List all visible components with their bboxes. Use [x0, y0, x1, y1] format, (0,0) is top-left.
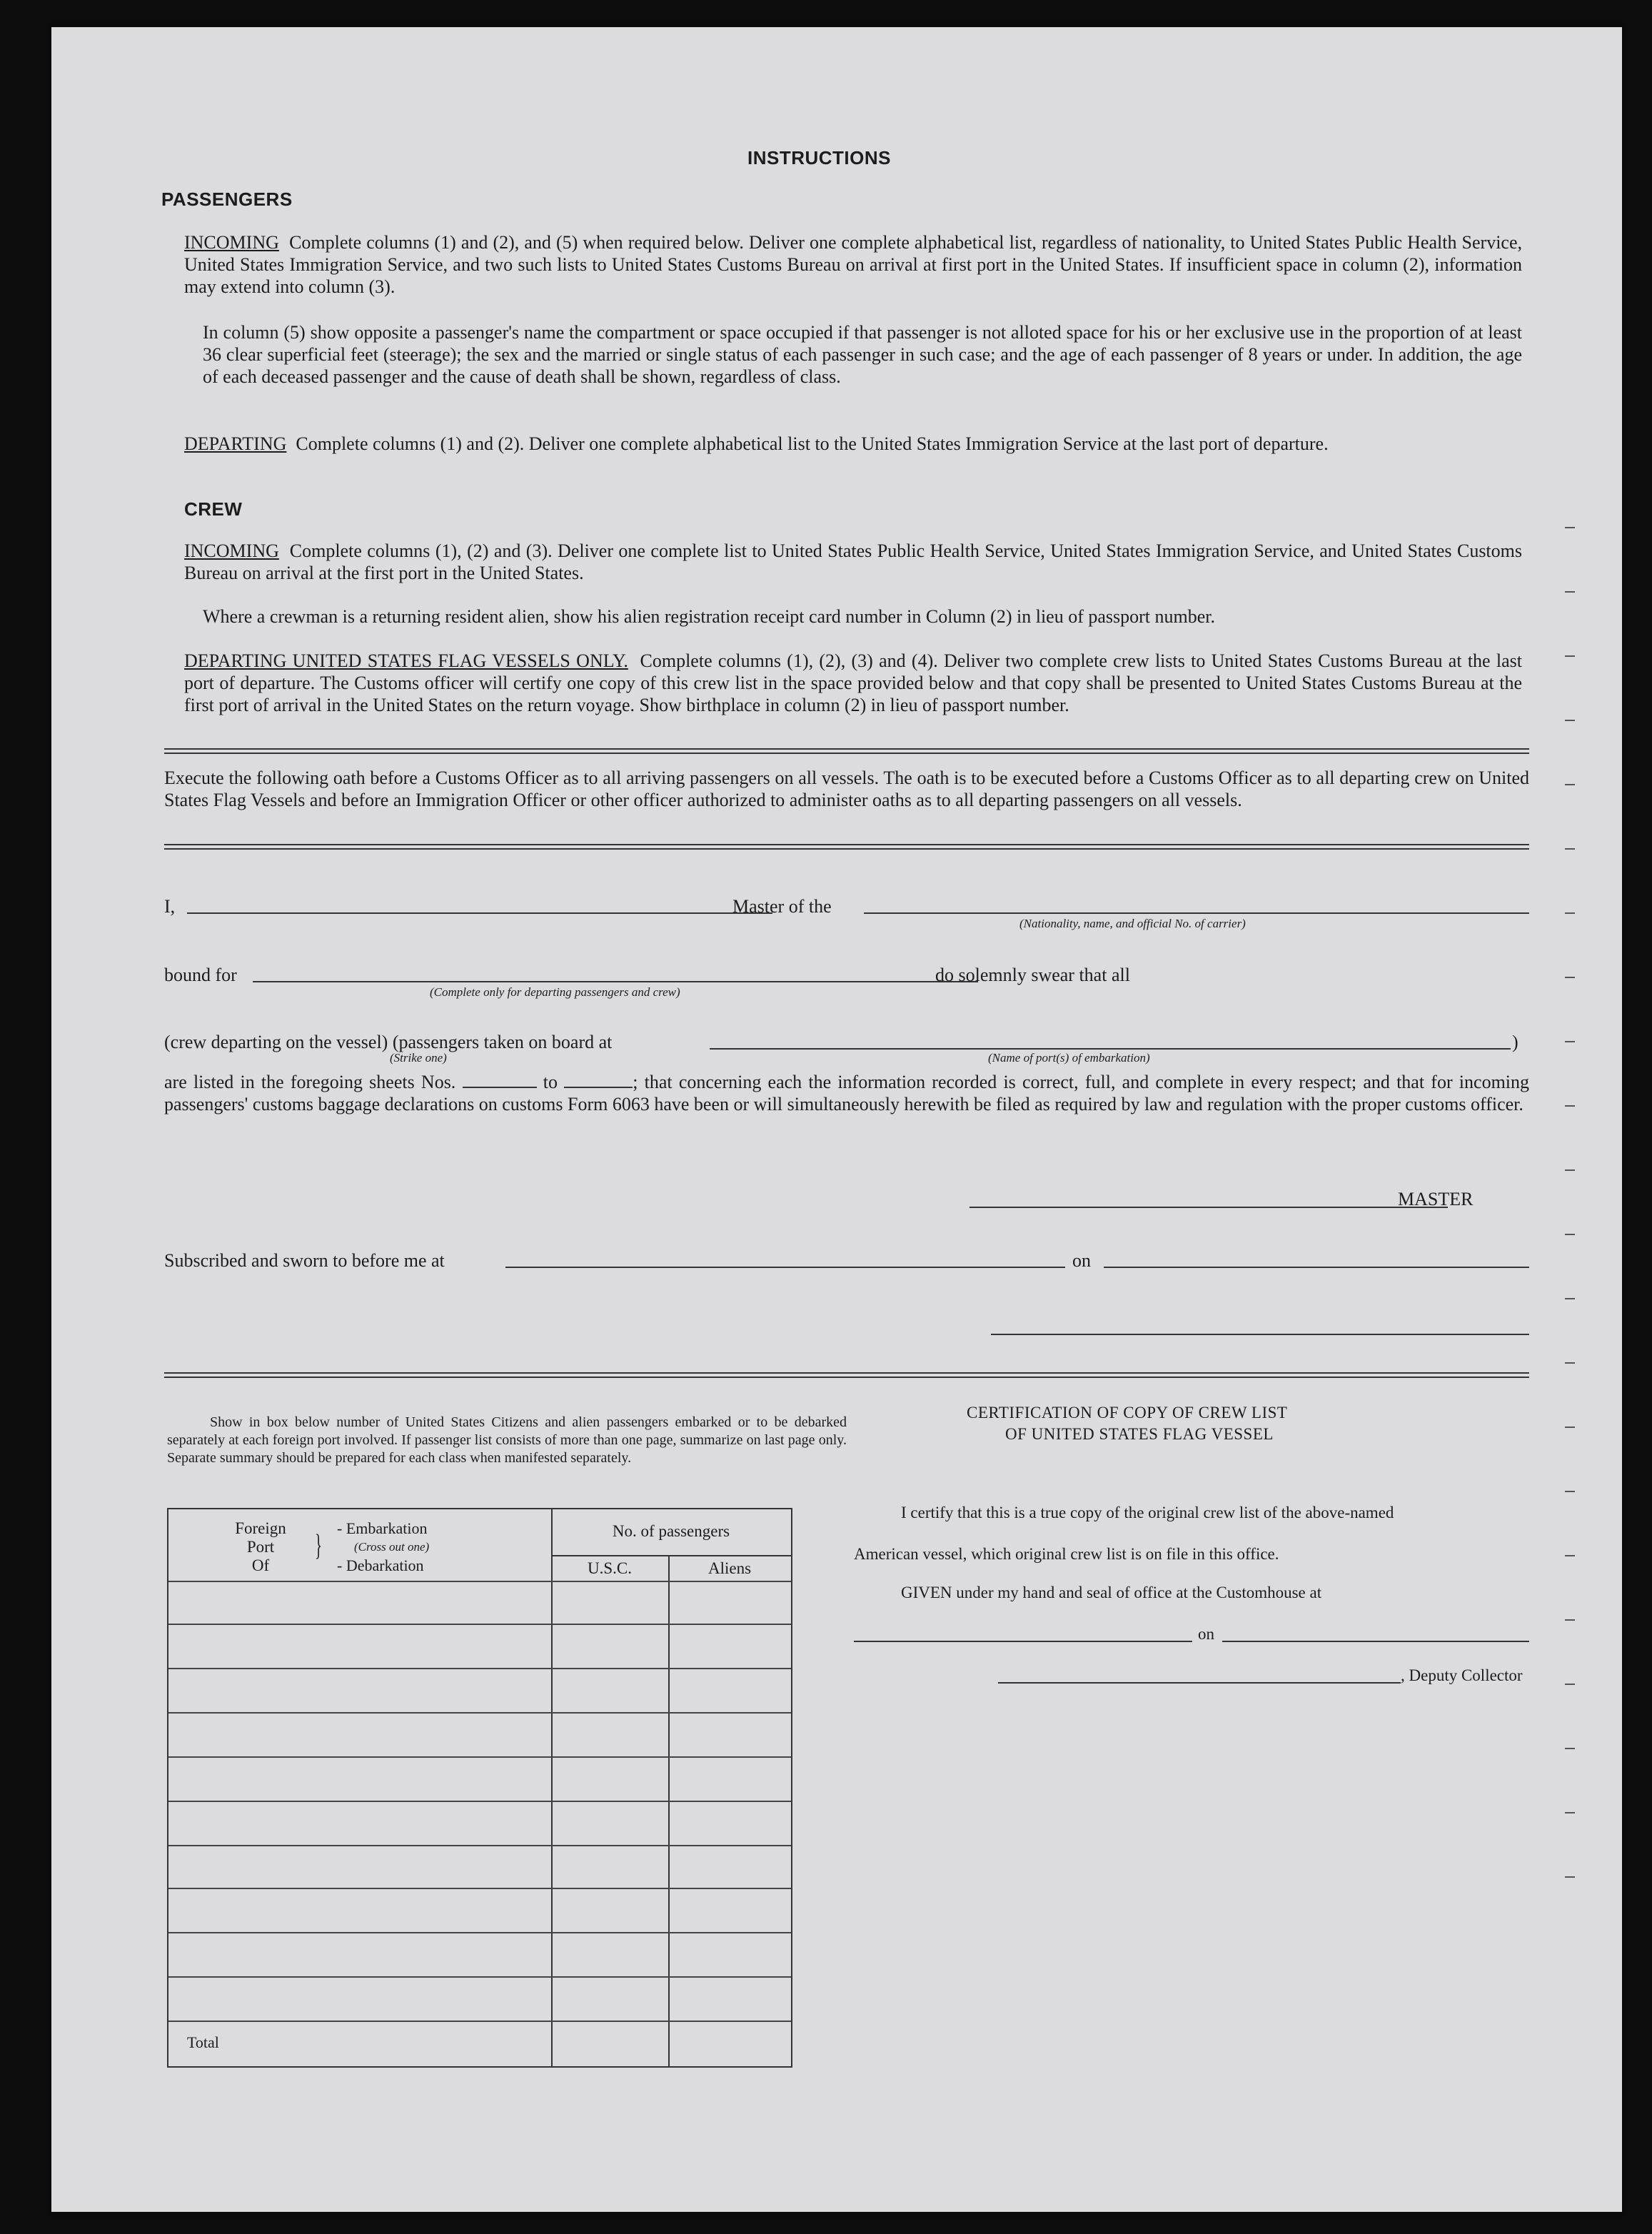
sheet-to-field[interactable]: [564, 1087, 633, 1088]
oath-intro: Execute the following oath before a Customs Officer as to all arriving passengers on all vessels. The oath is to be executed before a Customs Officer as to all departing crew on United States Flag Vessels and before an Immigration Officer or other officer authorized to administer oaths as to all departing passengers on all vessels.: [164, 768, 1529, 810]
table-row[interactable]: [168, 1581, 791, 1582]
embarkation-option[interactable]: - Embarkation: [337, 1519, 428, 1537]
instructions-title: INSTRUCTIONS: [747, 147, 891, 168]
section-divider: [164, 748, 1529, 754]
passengers-heading: PASSENGERS: [161, 188, 293, 210]
crew-alien-paragraph: Where a crewman is a returning resident alien, show his alien registration receipt card number in Column (2) in lieu of passport number.: [203, 606, 1216, 627]
crew-departing-text: Complete columns (1), (2), (3) and (4). Deliver two complete crew lists to United States Customs Bureau at the last port of departure. The Customs officer will certify one copy of this crew list in the space provided below and that copy shall be presented to United States Customs Bureau at the first port of arrival in the United States on the return voyage. Show birthplace in column (2) in lieu of passport number.: [184, 650, 1522, 715]
subscribed-place-field[interactable]: [505, 1267, 1065, 1268]
crew-incoming-text: Complete columns (1), (2) and (3). Deliver one complete list to United States Public Health Service, United States Immigration Service, and United States Customs Bureau on arrival at the first port in the United States.: [184, 540, 1522, 583]
oath-divider: [164, 844, 1529, 850]
table-row[interactable]: [168, 1756, 791, 1758]
cross-out-note: (Cross out one): [354, 1540, 430, 1554]
sheet-from-field[interactable]: [463, 1087, 537, 1088]
bound-for-note: (Complete only for departing passengers and crew): [430, 985, 680, 999]
deputy-collector-label: , Deputy Collector: [1401, 1666, 1523, 1684]
passengers-column5-paragraph: In column (5) show opposite a passenger's name the compartment or space occupied if that passenger is not alloted space for his or her exclusive use in the proportion of at least 36 clear superficial feet (steerage); the sex and the married or single status of each passenger in such case; and the age of each passenger of 8 years or under. In addition, the age of each deceased passenger and the cause of death shall be shown, regardless of class.: [203, 322, 1522, 387]
table-row[interactable]: [168, 1624, 791, 1625]
close-paren: ): [1512, 1032, 1518, 1052]
passengers-incoming-paragraph: [184, 231, 1522, 298]
crew-incoming-label: INCOMING: [184, 540, 279, 561]
master-of-the-label: Master of the: [732, 896, 832, 917]
passengers-departing-paragraph: [184, 433, 1522, 455]
passenger-summary-table: [167, 1508, 792, 2068]
listed-text-a: are listed in the foregoing sheets Nos.: [164, 1072, 456, 1092]
passengers-departing-label: DEPARTING: [184, 433, 287, 454]
master-signature-field[interactable]: [969, 1207, 1448, 1208]
deputy-signature-field[interactable]: [998, 1682, 1401, 1684]
passengers-incoming-text: Complete columns (1) and (2), and (5) when required below. Deliver one complete alphabetical list, regardless of nationality, to United States Public Health Service, United States Immigration Service, and two such lists to United States Customs Bureau on arrival at first port in the United States. If insufficient space in column (2), information may extend into column (3).: [184, 232, 1523, 297]
embarkation-ports-field[interactable]: [710, 1048, 1511, 1050]
carrier-note: (Nationality, name, and official No. of carrier): [1019, 917, 1246, 930]
cert-given: GIVEN under my hand and seal of office at the Customhouse at: [901, 1584, 1322, 1601]
master-label: MASTER: [1398, 1189, 1474, 1209]
table-row[interactable]: [168, 1888, 791, 1889]
master-name-field[interactable]: [187, 912, 772, 914]
subscribed-on-label: on: [1072, 1250, 1091, 1271]
aliens-header: Aliens: [707, 1559, 752, 1577]
table-row[interactable]: [168, 2021, 791, 2022]
usc-header: U.S.C.: [588, 1559, 632, 1577]
swear-text: do solemnly swear that all: [935, 965, 1130, 985]
form-page: [51, 27, 1622, 2212]
oath-i-label: I,: [164, 896, 176, 917]
brace-icon: }: [315, 1529, 323, 1562]
table-row[interactable]: [168, 1668, 791, 1669]
passengers-departing-text: Complete columns (1) and (2). Deliver one complete alphabetical list to the United States Immigration Service at the last port of departure.: [296, 433, 1329, 454]
listed-to: to: [543, 1072, 558, 1092]
table-row[interactable]: [168, 1712, 791, 1714]
crew-heading: CREW: [184, 498, 243, 520]
crew-passengers-text: (crew departing on the vessel) (passengers taken on board at: [164, 1032, 613, 1052]
passengers-incoming-label: INCOMING: [184, 232, 279, 253]
table-row[interactable]: [168, 1976, 791, 1978]
cert-text-1: I certify that this is a true copy of the original crew list of the above-named: [901, 1504, 1394, 1521]
oath-listed-paragraph: [164, 1071, 1529, 1115]
strike-one-note: (Strike one): [390, 1051, 447, 1065]
subscribed-date-field[interactable]: [1104, 1267, 1529, 1268]
customhouse-field[interactable]: [854, 1641, 1192, 1642]
crew-incoming-paragraph: [184, 540, 1522, 584]
cert-title-line1: CERTIFICATION OF COPY OF CREW LIST: [967, 1404, 1288, 1422]
bound-for-field[interactable]: [253, 981, 978, 982]
cert-date-field[interactable]: [1222, 1641, 1529, 1642]
cert-title-line2: OF UNITED STATES FLAG VESSEL: [1005, 1425, 1274, 1443]
crew-departing-label: DEPARTING UNITED STATES FLAG VESSELS ONLY.: [184, 650, 628, 671]
bound-for-label: bound for: [164, 965, 237, 985]
listed-text-b: ; that concerning each the information recorded is correct, full, and complete in every respect; and that for incoming passengers' customs baggage declarations on customs Form 6063 have been or will simultaneously herewith be filed as required by law and regulation with the proper customs officer.: [164, 1072, 1530, 1115]
crew-departing-paragraph: [184, 650, 1522, 716]
no-passengers-header: No. of passengers: [612, 1522, 730, 1540]
box-instructions: Show in box below number of United States Citizens and alien passengers embarked or to be debarked separately at each foreign port involved. If passenger list consists of more than one page, summarize on last page only. Separate summary should be prepared for each class when manifested separately.: [167, 1414, 847, 1466]
table-row[interactable]: [168, 1845, 791, 1846]
carrier-field[interactable]: [864, 912, 1529, 914]
foreign-port-header: Foreign Port Of: [235, 1519, 286, 1574]
debarkation-option[interactable]: - Debarkation: [337, 1556, 424, 1574]
cert-text-2: American vessel, which original crew list is on file in this office.: [854, 1545, 1279, 1563]
lower-divider: [164, 1372, 1529, 1378]
officer-signature-field[interactable]: [991, 1334, 1529, 1335]
embark-debark-header: [337, 1519, 429, 1575]
ports-note: (Name of port(s) of embarkation): [988, 1051, 1150, 1065]
cert-on-label: on: [1198, 1625, 1214, 1643]
edge-marks: [1565, 527, 1575, 1955]
table-row[interactable]: [168, 1932, 791, 1933]
table-row[interactable]: [168, 1801, 791, 1802]
total-label: Total: [187, 2033, 219, 2051]
subscribed-label: Subscribed and sworn to before me at: [164, 1250, 445, 1271]
